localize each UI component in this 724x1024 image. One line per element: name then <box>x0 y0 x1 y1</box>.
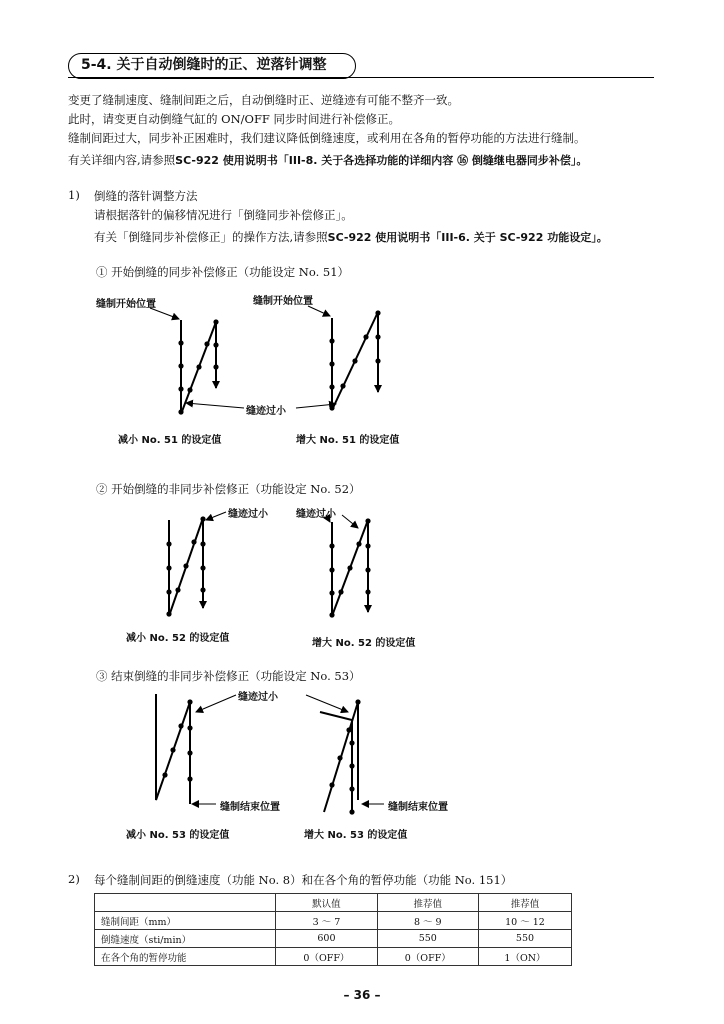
diagram-3-right <box>306 695 384 812</box>
item1-line-1: 请根据落针的偏移情况进行「倒缝同步补偿修正」。 <box>94 208 353 222</box>
diagram-2-left <box>169 512 226 616</box>
sub2-caption-left: 减小 No. 52 的设定值 <box>126 633 230 644</box>
section-title: 5-4. 关于自动倒缝时的正、逆落针调整 <box>68 53 356 79</box>
table-cell: 550 <box>478 930 571 948</box>
sub1-start-label-right: 缝制开始位置 <box>253 296 313 307</box>
sub1-caption-left: 减小 No. 51 的设定值 <box>118 435 222 446</box>
table-header-row <box>95 894 572 912</box>
sub2-gap-label-right: 缝迹过小 <box>296 509 336 520</box>
reference-bold: SC-922 使用说明书「III-8. 关于各选择功能的详细内容 ⑯ 倒缝继电器同步补偿」。 <box>175 154 588 167</box>
intro-line-3: 缝制间距过大，同步补正困难时，我们建议降低倒缝速度，或利用在各角的暂停功能的方法进行缝制。 <box>68 131 586 145</box>
item2-heading: 每个缝制间距的倒缝速度（功能 No. 8）和在各个角的暂停功能（功能 No. 151） <box>94 873 513 887</box>
intro-line-1: 变更了缝制速度、缝制间距之后，自动倒缝时正、逆缝迹有可能不整齐一致。 <box>68 93 459 107</box>
settings-table <box>94 893 572 966</box>
sub1-caption-right: 增大 No. 51 的设定值 <box>296 435 400 446</box>
table-cell: 1（ON） <box>478 948 571 966</box>
sub3-gap-label: 缝迹过小 <box>238 692 278 703</box>
sub2-gap-label-left: 缝迹过小 <box>228 509 268 520</box>
table-cell: 0（OFF） <box>377 948 478 966</box>
sub1-title: ① 开始倒缝的同步补偿修正（功能设定 No. 51） <box>96 265 350 279</box>
table-header-cell <box>95 894 276 912</box>
sub3-title: ③ 结束倒缝的非同步补偿修正（功能设定 No. 53） <box>96 669 361 683</box>
table-header-cell: 推荐值 <box>377 894 478 912</box>
table-cell: 缝制间距（mm） <box>95 912 276 930</box>
table-cell: 3 ～ 7 <box>276 912 377 930</box>
sub1-gap-label: 缝迹过小 <box>246 406 286 417</box>
page-number: – 36 – <box>343 988 381 1002</box>
needle-points <box>162 310 380 814</box>
table-cell: 550 <box>377 930 478 948</box>
diagram-1-left <box>150 308 216 414</box>
diagram-3-left <box>156 694 236 804</box>
reference-prefix: 有关详细内容,请参照 <box>68 153 176 167</box>
sub3-caption-right: 增大 No. 53 的设定值 <box>304 830 408 841</box>
table-cell: 8 ～ 9 <box>377 912 478 930</box>
table-row <box>95 948 572 966</box>
sub3-end-label-left: 缝制结束位置 <box>220 802 280 813</box>
sub1-start-label-left: 缝制开始位置 <box>96 299 156 310</box>
item1-line-2-prefix: 有关「倒缝同步补偿修正」的操作方法,请参照 <box>94 230 328 244</box>
table-cell: 10 ～ 12 <box>478 912 571 930</box>
item1-line-2-bold: SC-922 使用说明书「III-6. 关于 SC-922 功能设定」。 <box>327 231 608 244</box>
table-cell: 0（OFF） <box>276 948 377 966</box>
intro-line-2: 此时，请变更自动倒缝气缸的 ON/OFF 同步时间进行补偿修正。 <box>68 112 401 126</box>
table-cell: 在各个角的暂停功能 <box>95 948 276 966</box>
item1-number: 1) <box>68 188 80 202</box>
table-cell: 600 <box>276 930 377 948</box>
item1-heading: 倒缝的落针调整方法 <box>94 189 198 203</box>
sub3-end-label-right: 缝制结束位置 <box>388 802 448 813</box>
item2-number: 2) <box>68 872 80 886</box>
sub2-title: ② 开始倒缝的非同步补偿修正（功能设定 No. 52） <box>96 482 361 496</box>
table-cell: 倒缝速度（sti/min） <box>95 930 276 948</box>
sub3-caption-left: 减小 No. 53 的设定值 <box>126 830 230 841</box>
table-header-cell: 默认值 <box>276 894 377 912</box>
sub2-caption-right: 增大 No. 52 的设定值 <box>312 638 416 649</box>
table-header-cell: 推荐值 <box>478 894 571 912</box>
table-row <box>95 930 572 948</box>
table-row <box>95 912 572 930</box>
diagram-2-right <box>326 515 368 616</box>
